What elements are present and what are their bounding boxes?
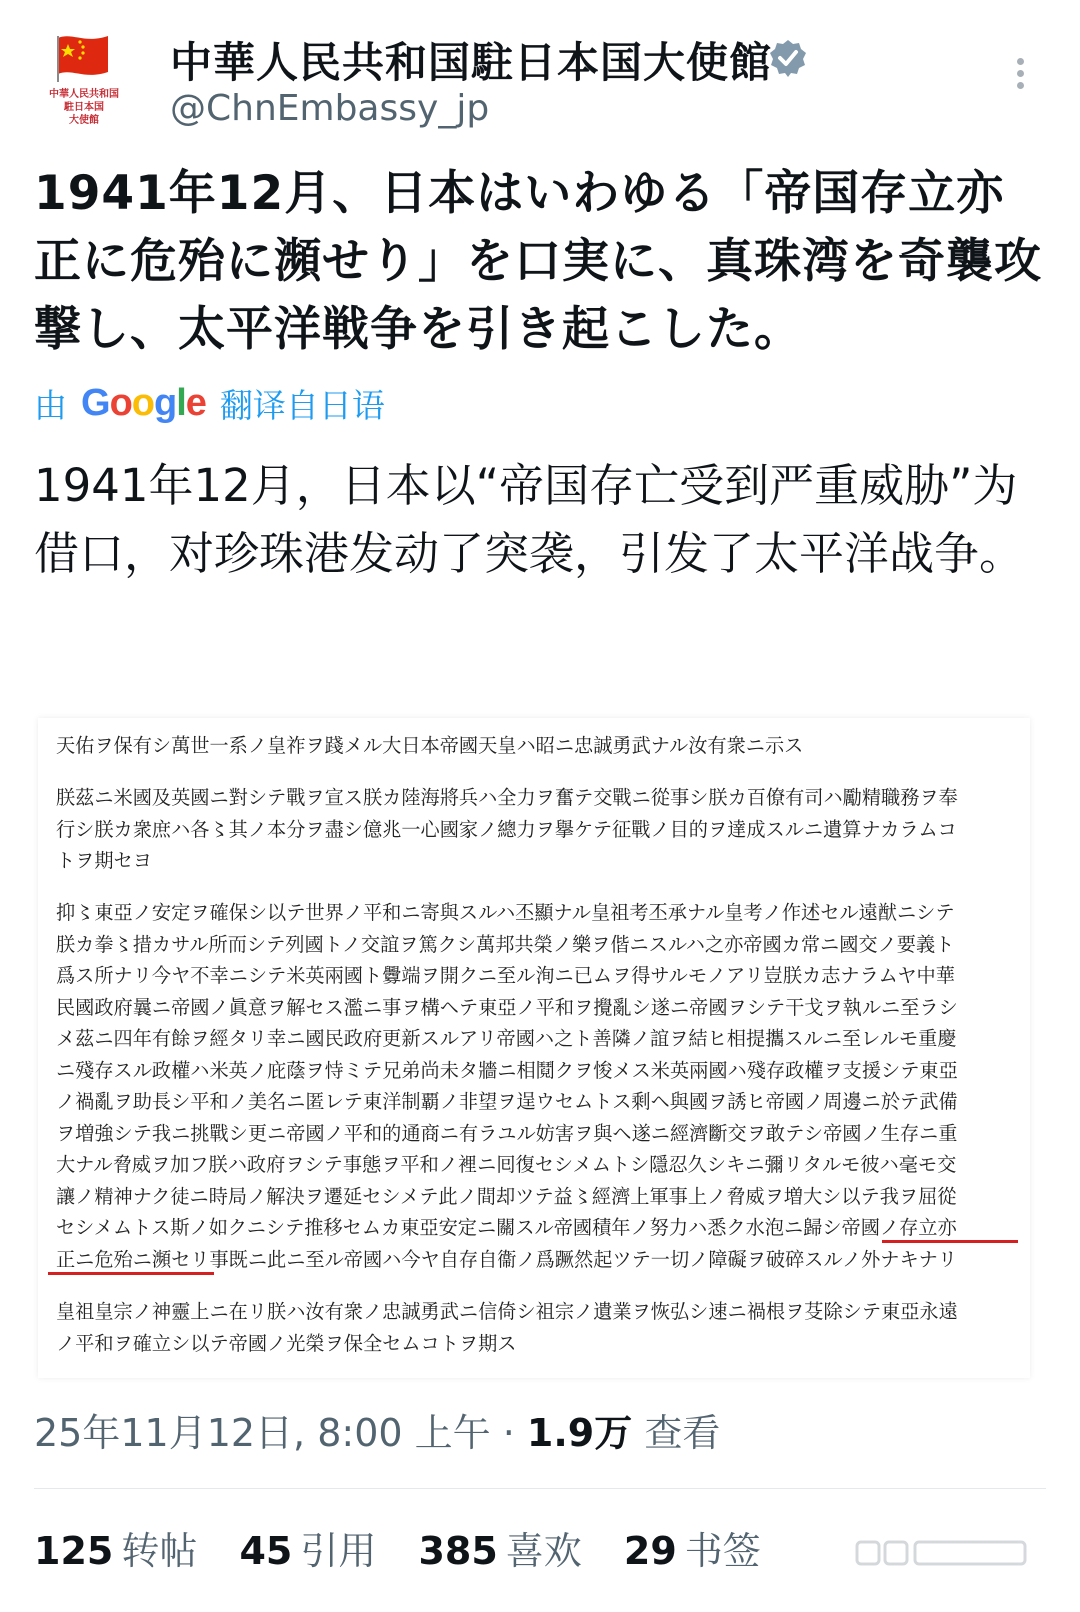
bookmarks-count: 29	[623, 1529, 677, 1573]
engagement-stats	[34, 1520, 791, 1575]
quotes-count: 45	[239, 1529, 293, 1573]
china-flag-icon	[54, 32, 112, 82]
translated-text: 1941年12月，日本以“帝国存亡受到严重威胁”为借口，对珍珠港发动了突袭，引发了太平洋战争。	[34, 459, 1025, 580]
quotes-stat[interactable]	[239, 1529, 376, 1573]
document-line: ノ禍亂ヲ助長シ平和ノ美名ニ匿レテ東洋制覇ノ非望ヲ逞ウセムトス剩ヘ與國ヲ誘ヒ帝國ノ周邊ニ於テ武備	[56, 1090, 958, 1113]
bookmarks-stat[interactable]	[624, 1529, 761, 1573]
document-line: 朕カ拳〻措カサル所而シテ列國トノ交誼ヲ篤クシ萬邦共榮ノ樂ヲ偕ニスルハ之亦帝國カ常ニ國交ノ要義ト	[56, 932, 955, 956]
avatar-caption-line: 駐日本国	[64, 102, 104, 113]
document-line: 皇祖皇宗ノ神靈上ニ在リ朕ハ汝有衆ノ忠誠勇武ニ信倚シ祖宗ノ遺業ヲ恢弘シ速ニ禍根ヲ芟除シテ東亞永遠	[56, 1300, 958, 1323]
quotes-label: 引用	[300, 1529, 377, 1573]
google-logo-icon: Google	[81, 381, 206, 424]
document-line: 爲ス所ナリ今ヤ不幸ニシテ米英兩國ト釁端ヲ開クニ至ル洵ニ已ムヲ得サルモノアリ豈朕カ志ナラムヤ中華	[56, 964, 955, 987]
document-line: 大ナル脅威ヲ加フ朕ハ政府ヲシテ事態ヲ平和ノ裡ニ囘復セシメムトシ隱忍久シキニ彌リタルモ彼ハ毫モ交	[56, 1153, 957, 1176]
avatar-caption	[34, 88, 134, 127]
more-options-icon[interactable]	[1010, 58, 1030, 98]
likes-stat[interactable]	[418, 1529, 581, 1573]
reposts-stat[interactable]	[34, 1529, 197, 1573]
document-line: 民國政府曩ニ帝國ノ眞意ヲ解セス濫ニ事ヲ構ヘテ東亞ノ平和ヲ攪亂シ遂ニ帝國ヲシテ干戈ヲ執ルニ至ラシ	[56, 995, 958, 1019]
avatar-caption-line: 中華人民共和国	[49, 89, 119, 100]
views-label: 查看	[644, 1411, 721, 1455]
highlight-underline	[882, 1240, 1018, 1243]
watermark-logo-icon	[855, 1538, 1030, 1568]
views-count: 1.9万	[526, 1411, 633, 1455]
post-meta	[34, 1402, 720, 1457]
document-line: トヲ期セヨ	[56, 849, 152, 872]
document-line: ヲ増強シテ我ニ挑戰シ更ニ帝國ノ平和的通商ニ有ラユル妨害ヲ與ヘ遂ニ經濟斷交ヲ敢テシ帝國ノ生存ニ重	[56, 1121, 958, 1145]
post-header	[0, 0, 1080, 160]
highlight-underline	[48, 1272, 214, 1275]
document-line: 讓ノ精神ナク徒ニ時局ノ解決ヲ遷延セシメテ此ノ間却ツテ益〻經濟上軍事上ノ脅威ヲ増大シ以テ我ヲ屈從	[56, 1184, 957, 1208]
translate-prefix: 由	[34, 385, 67, 425]
account-handle[interactable]: @ChnEmbassy_jp	[170, 88, 490, 129]
divider	[34, 1488, 1046, 1489]
document-line: 天佑ヲ保有シ萬世一系ノ皇祚ヲ踐メル大日本帝國天皇ハ昭ニ忠誠勇武ナル汝有衆ニ示ス	[56, 734, 804, 757]
document-line: 朕茲ニ米國及英國ニ對シテ戰ヲ宣ス朕カ陸海將兵ハ全力ヲ奮テ交戰ニ從事シ朕カ百僚有司ハ勵精職務ヲ奉	[56, 786, 958, 809]
document-line: ノ平和ヲ確立シ以テ帝國ノ光榮ヲ保全セムコトヲ期ス	[56, 1331, 517, 1355]
avatar-caption-line: 大使館	[69, 115, 99, 126]
document-line: 正ニ危殆ニ瀕セリ事既ニ此ニ至ル帝國ハ今ヤ自存自衞ノ爲蹶然起ツテ一切ノ障礙ヲ破碎スルノ外ナキナリ	[56, 1247, 958, 1271]
timestamp[interactable]: 25年11月12日, 8:00 上午	[34, 1411, 491, 1455]
likes-count: 385	[418, 1529, 498, 1573]
document-line: セシメムトス斯ノ如クニシテ推移セムカ東亞安定ニ關スル帝國積年ノ努力ハ悉ク水泡ニ歸シ帝國ノ存立亦	[56, 1216, 957, 1239]
post-text: 1941年12月、日本はいわゆる「帝国存立亦正に危殆に瀕せり」を口実に、真珠湾を奇襲攻撃し、太平洋戦争を引き起こした。	[34, 166, 1042, 357]
document-line: 行シ朕カ衆庶ハ各〻其ノ本分ヲ盡シ億兆一心國家ノ總力ヲ擧ケテ征戰ノ目的ヲ達成スルニ遺算ナカラムコ	[56, 817, 957, 841]
verified-badge-icon	[768, 38, 808, 78]
translate-suffix: 翻译自日语	[219, 385, 385, 425]
document-line: ニ殘存スル政權ハ米英ノ庇蔭ヲ恃ミテ兄弟尚未タ牆ニ相鬩クヲ悛メス米英兩國ハ殘存政權ヲ支援シテ東亞	[56, 1058, 958, 1082]
document-line: 抑〻東亞ノ安定ヲ確保シ以テ世界ノ平和ニ寄與スルハ丕顯ナル皇祖考丕承ナル皇考ノ作述セル遠猷ニシテ	[56, 901, 955, 924]
avatar[interactable]	[34, 28, 134, 138]
likes-label: 喜欢	[505, 1529, 582, 1573]
translation-attribution[interactable]	[34, 378, 385, 428]
reposts-label: 转帖	[121, 1529, 198, 1573]
reposts-count: 125	[34, 1529, 114, 1573]
attached-document-image[interactable]	[38, 718, 1030, 1378]
bookmarks-label: 书签	[684, 1529, 761, 1573]
document-line: メ茲ニ四年有餘ヲ經タリ幸ニ國民政府更新スルアリ帝國ハ之ト善隣ノ誼ヲ結ヒ相提攜スルニ至レルモ重慶	[56, 1027, 957, 1050]
meta-separator: ·	[502, 1411, 515, 1455]
account-name[interactable]: 中華人民共和国駐日本国大使館	[170, 38, 773, 87]
